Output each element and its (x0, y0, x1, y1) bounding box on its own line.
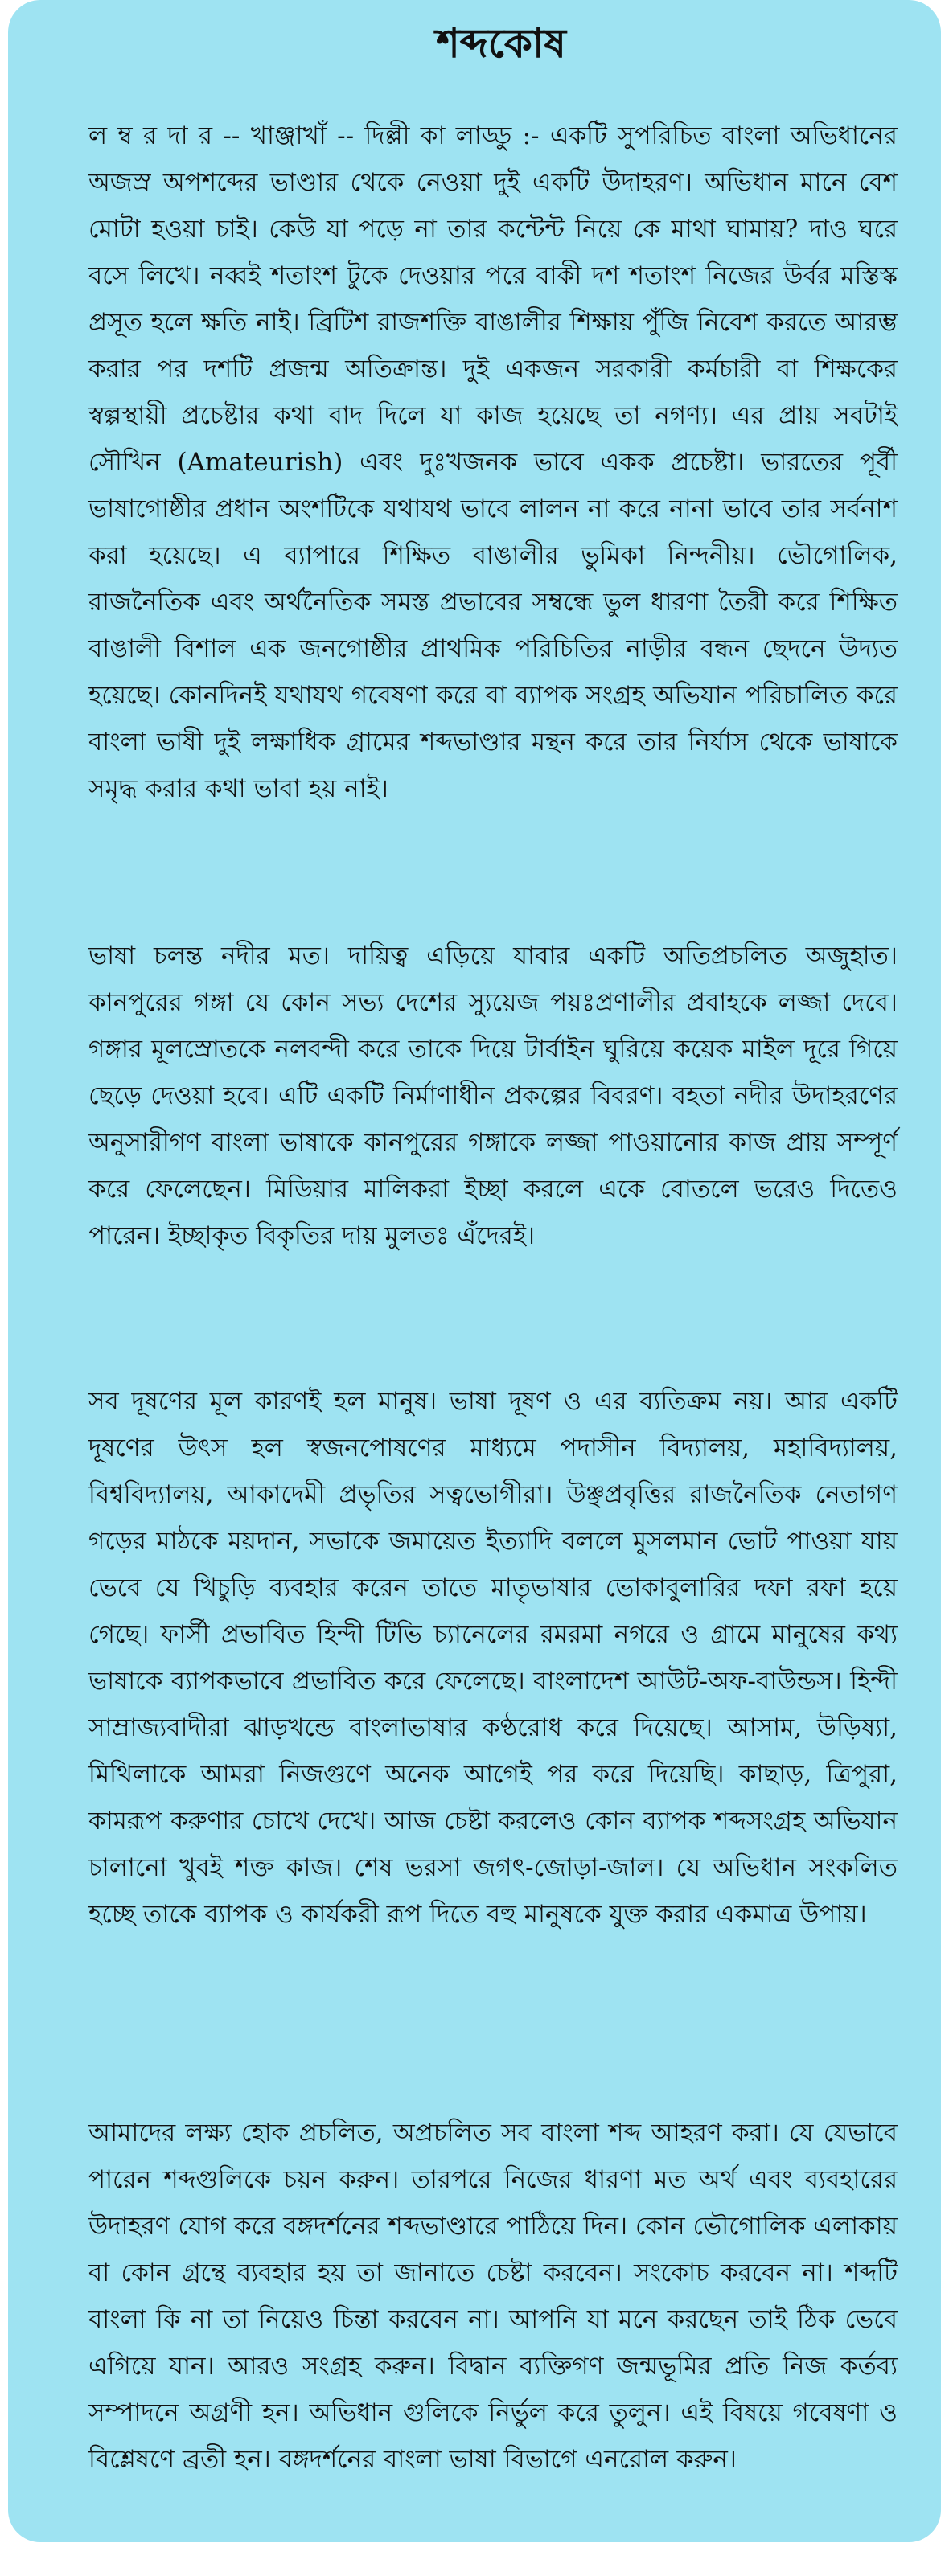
paragraph-1: ল ম্ব র দা র -- খাঞ্জাখাঁ -- দিল্লী কা লাড্ডু :- একটি সুপরিচিত বাংলা অভিধানের অজস্র অপশব্দের ভাণ্ডার থেকে নেওয়া দুই একটি উদাহরণ। অভিধান মানে বেশ মোটা হওয়া চাই। কেউ যা পড়ে না তার কন্টেন্ট নিয়ে কে মাথা ঘামায়? দাও ঘরে বসে লিখে। নব্বই শতাংশ টুকে দেওয়ার পরে বাকী দশ শতাংশ নিজের উর্বর মস্তিস্ক প্রসূত হলে ক্ষতি নাই। ব্রিটিশ রাজশক্তি বাঙালীর শিক্ষায় পুঁজি নিবেশ করতে আরম্ভ করার পর দশটি প্রজন্ম অতিক্রান্ত। দুই একজন সরকারী কর্মচারী বা শিক্ষকের স্বল্পস্থায়ী প্রচেষ্টার কথা বাদ দিলে যা কাজ হয়েছে তা নগণ্য। এর প্রায় সবটাই সৌখিন (Amateurish) এবং দুঃখজনক ভাবে একক প্রচেষ্টা। ভারতের পূর্বী ভাষাগোষ্ঠীর প্রধান অংশটিকে যথাযথ ভাবে লালন না করে নানা ভাবে তার সর্বনাশ করা হয়েছে। এ ব্যাপারে শিক্ষিত বাঙালীর ভুমিকা নিন্দনীয়। ভৌগোলিক, রাজনৈতিক এবং অর্থনৈতিক সমস্ত প্রভাবের সম্বন্ধে ভুল ধারণা তৈরী করে শিক্ষিত বাঙালী বিশাল এক জনগোষ্ঠীর প্রাথমিক পরিচিতির নাড়ীর বন্ধন ছেদনে উদ্যত হয়েছে। কোনদিনই যথাযথ গবেষণা করে বা ব্যাপক সংগ্রহ অভিযান পরিচালিত করে বাংলা ভাষী দুই লক্ষাধিক গ্রামের শব্দভাণ্ডার মন্থন করে তার নির্যাস থেকে ভাষাকে সমৃদ্ধ করার কথা ভাবা হয় নাই। (88, 121, 898, 803)
article-card (8, 0, 941, 2542)
page-title: শব্দকোষ (436, 19, 566, 67)
paragraph-3: সব দূষণের মূল কারণই হল মানুষ। ভাষা দূষণ ও এর ব্যতিক্রম নয়। আর একটি দূষণের উৎস হল স্বজনপোষণের মাধ্যমে পদাসীন বিদ্যালয়, মহাবিদ্যালয়, বিশ্ববিদ্যালয়, আকাদেমী প্রভৃতির সত্বভোগীরা। উঞ্ছপ্রবৃত্তির রাজনৈতিক নেতাগণ গড়ের মাঠকে ময়দান, সভাকে জমায়েত ইত্যাদি বললে মুসলমান ভোট পাওয়া যায় ভেবে যে খিচুড়ি ব্যবহার করেন তাতে মাতৃভাষার ভোকাবুলারির দফা রফা হয়ে গেছে। ফার্সী প্রভাবিত হিন্দী টিভি চ্যানেলের রমরমা নগরে ও গ্রামে মানুষের কথ্য ভাষাকে ব্যাপকভাবে প্রভাবিত করে ফেলেছে। বাংলাদেশ আউট-অফ-বাউন্ডস। হিন্দী সাম্রাজ্যবাদীরা ঝাড়খন্ডে বাংলাভাষার কণ্ঠরোধ করে দিয়েছে। আসাম, উড়িষ্যা, মিথিলাকে আমরা নিজগুণে অনেক আগেই পর করে দিয়েছি। কাছাড়, ত্রিপুরা, কামরূপ করুণার চোখে দেখে। আজ চেষ্টা করলেও কোন ব্যাপক শব্দসংগ্রহ অভিযান চালানো খুবই শক্ত কাজ। শেষ ভরসা জগৎ-জোড়া-জাল। যে অভিধান সংকলিত হচ্ছে তাকে ব্যাপক ও কার্যকরী রূপ দিতে বহু মানুষকে যুক্ত করার একমাত্র উপায়। (88, 1387, 898, 1929)
paragraph-2: ভাষা চলন্ত নদীর মত। দায়িত্ব এড়িয়ে যাবার একটি অতিপ্রচলিত অজুহাত। কানপুরের গঙ্গা যে কোন সভ্য দেশের স্যুয়েজ পয়ঃপ্রণালীর প্রবাহকে লজ্জা দেবে। গঙ্গার মূলস্রোতকে নলবন্দী করে তাকে দিয়ে টার্বাইন ঘুরিয়ে কয়েক মাইল দূরে গিয়ে ছেড়ে দেওয়া হবে। এটি একটি নির্মাণাধীন প্রকল্পের বিবরণ। বহতা নদীর উদাহরণের অনুসারীগণ বাংলা ভাষাকে কানপুরের গঙ্গাকে লজ্জা পাওয়ানোর কাজ প্রায় সম্পূর্ণ করে ফেলেছেন। মিডিয়ার মালিকরা ইচ্ছা করলে একে বোতলে ভরেও দিতেও পারেন। ইচ্ছাকৃত বিকৃতির দায় মুলতঃ এঁদেরই। (88, 941, 898, 1250)
paragraph-4: আমাদের লক্ষ্য হোক প্রচলিত, অপ্রচলিত সব বাংলা শব্দ আহরণ করা। যে যেভাবে পারেন শব্দগুলিকে চয়ন করুন। তারপরে নিজের ধারণা মত অর্থ এবং ব্যবহারের উদাহরণ যোগ করে বঙ্গদর্শনের শব্দভাণ্ডারে পাঠিয়ে দিন। কোন ভৌগোলিক এলাকায় বা কোন গ্রন্থে ব্যবহার হয় তা জানাতে চেষ্টা করবেন। সংকোচ করবেন না। শব্দটি বাংলা কি না তা নিয়েও চিন্তা করবেন না। আপনি যা মনে করছেন তাই ঠিক ভেবে এগিয়ে যান। আরও সংগ্রহ করুন। বিদ্বান ব্যক্তিগণ জন্মভূমির প্রতি নিজ কর্তব্য সম্পাদনে অগ্রণী হন। অভিধান গুলিকে নির্ভুল করে তুলুন। এই বিষয়ে গবেষণা ও বিশ্লেষণে ব্রতী হন। বঙ্গদর্শনের বাংলা ভাষা বিভাগে এনরোল করুন। (88, 2119, 898, 2474)
